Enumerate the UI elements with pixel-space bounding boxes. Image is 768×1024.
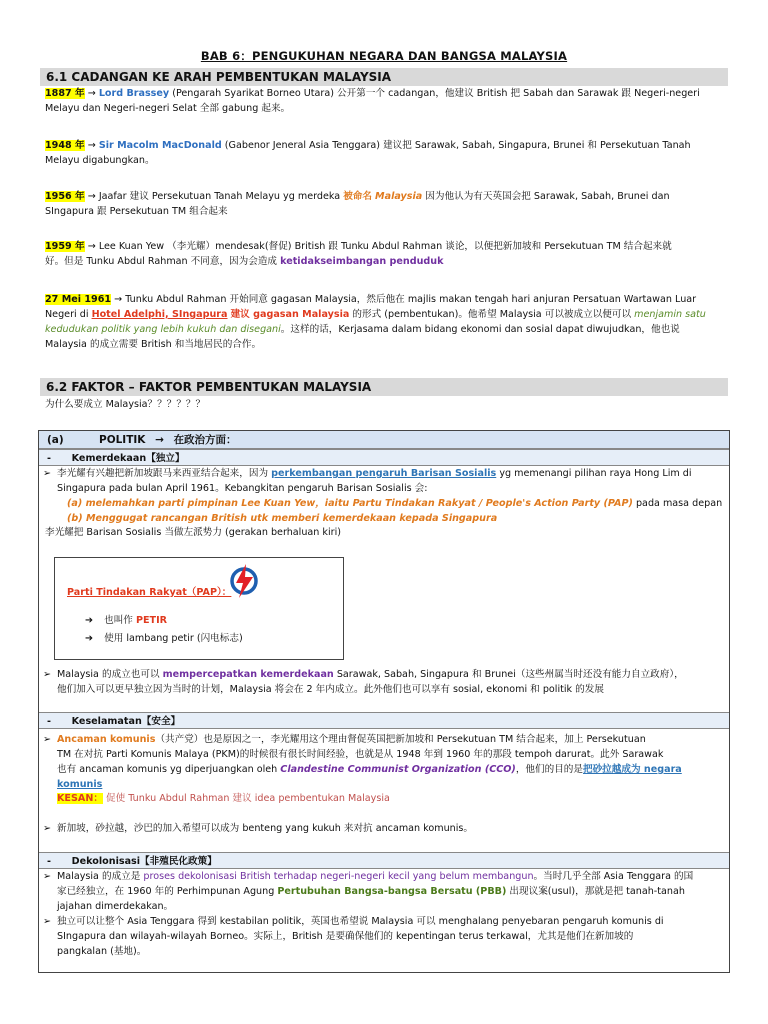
entry-text: SIngapura 跟 Persekutuan TM 组合起来 — [45, 205, 228, 217]
entry-text: Melayu digabungkan。 — [45, 154, 155, 166]
politik-title: POLITIK — [99, 434, 146, 446]
kesan-label: KESAN： — [57, 793, 103, 805]
entry-text: Tunku Abdul Rahman 开始同意 gagasan Malaysia，然后他在 majlis makan tengah hari anjuran Persatuan Wartawan Luar — [125, 294, 697, 305]
arrow-icon: ➔ — [85, 615, 94, 626]
person-lord-brassey: Lord Brassey — [98, 88, 170, 99]
bullet-icon: ➢ — [43, 669, 52, 680]
date-1948: 1948 年 — [45, 140, 85, 151]
entry-text: 的形式 (pembentukan)。他希望 Malaysia 可以被成立以便可以 — [352, 308, 632, 320]
subheading-dekolonisasi — [39, 852, 729, 869]
entry-1961 — [45, 293, 723, 352]
para-text: pada masa depan — [635, 497, 723, 509]
subheading-label: Kemerdekaan【独立】 — [71, 453, 185, 464]
speed-text: mempercepatkan kemerdekaan — [162, 669, 334, 680]
politik-title-cn: 在政治方面： — [173, 434, 237, 446]
arrow-icon: → — [87, 191, 96, 202]
pap-text: 使用 lambang petir (闪电标志) — [104, 633, 243, 644]
proses-text: proses dekolonisasi British terhadap negeri-negeri kecil yang belum membangun — [143, 871, 534, 882]
para-text: 出现议案(usul)，那就是把 tanah-tanah — [509, 885, 685, 897]
dash: - — [47, 856, 51, 867]
entry-text: 好。但是 Tunku Abdul Rahman 不同意，因为会造成 — [45, 255, 278, 267]
goal-text: komunis — [57, 778, 103, 790]
pap-lightning-logo — [229, 564, 259, 598]
para-text: Singapura pada bulan April 1961。Kebangkitan pengaruh Barisan Sosialis 会: — [57, 482, 428, 494]
threat-text: Ancaman komunis — [57, 734, 156, 745]
para-merdeka — [43, 668, 723, 698]
dash: - — [47, 716, 51, 727]
para-komunis — [43, 733, 723, 807]
para-text: 也有 ancaman komunis yg diperjuangkan oleh — [57, 763, 278, 775]
entry-text: Negeri di — [45, 308, 89, 320]
subheading-kemerdekaan — [39, 449, 729, 466]
subheading-keselamatan — [39, 712, 729, 729]
entry-1959 — [45, 240, 723, 270]
para-text: 新加坡，砂拉越，沙巴的加入希望可以成为 benteng yang kukuh 来对抗 ancaman komunis。 — [57, 823, 474, 834]
date-1887: 1887 年 — [45, 88, 85, 99]
kesan-text: 促使 Tunku Abdul Rahman 建议 idea pembentukan Malaysia — [106, 793, 390, 805]
entry-text: Malaysia 的成立需要 British 和当地居民的合作。 — [45, 338, 262, 350]
para-barisan-sosialis — [43, 467, 723, 541]
para-text: Sarawak, Sabah, Singapura 和 Brunei（这些州属当时还没有能力自立政府）， — [336, 669, 684, 680]
para-text: 独立可以让整个 Asia Tenggara 得到 kestabilan politik，英国也希望说 Malaysia 可以 menghalang penyebaran pengaruh komunis di — [57, 916, 664, 927]
bullet-icon: ➢ — [43, 916, 52, 927]
goal-text: 把砂拉越成为 negara — [582, 763, 682, 775]
entry-text: (Pengarah Syarikat Borneo Utara) 公开第一个 cadangan，他建议 British 把 Sabah dan Sarawak 跟 Negeri-negeri — [172, 88, 700, 99]
entry-text: (Gabenor Jeneral Asia Tenggara) 建议把 Sarawak, Sabah, Singapura, Brunei 和 Persekutuan Tanah — [224, 140, 691, 151]
person-macdonald: Sir Macolm MacDonald — [98, 140, 222, 151]
para-text: TM 在对抗 Parti Komunis Malaya (PKM)的时候很有很长时间经验，也就是从 1948 年到 1960 年的那段 tempoh darurat。此外 Sarawak — [57, 748, 664, 760]
barisan-link-text: perkembangan pengaruh Barisan Sosialis — [271, 468, 497, 479]
pap-text: 也叫作 — [104, 615, 133, 626]
para-text: Malaysia 的成立也可以 — [57, 669, 160, 680]
entry-text: Melayu dan Negeri-negeri Selat 全部 gabung 起来。 — [45, 102, 291, 114]
para-dekolonisasi — [43, 870, 723, 915]
arrow-icon: → — [87, 88, 96, 99]
para-benteng — [43, 822, 723, 837]
point-a: (a) melemahkan parti pimpinan Lee Kuan Yew，iaitu Partu Tindakan Rakyat / People's Action Party (PAP) — [67, 497, 633, 509]
suggest-text: 建议 gagasan Malaysia — [230, 308, 350, 320]
subheading-label: Dekolonisasi【非殖民化政策】 — [71, 856, 217, 867]
entry-text: 。这样的话，Kerjasama dalam bidang ekonomi dan sosial dapat diwujudkan，他也说 — [280, 323, 680, 335]
hotel-text: Hotel Adelphi, SIngapura — [91, 308, 228, 320]
chapter-title: BAB 6：PENGUKUHAN NEGARA DAN BANGSA MALAYSIA — [200, 49, 568, 63]
bullet-icon: ➢ — [43, 468, 52, 479]
cco-text: Clandestine Communist Organization (CCO) — [280, 763, 516, 775]
para-text: 李光耀有兴趣把新加坡跟马来西亚结合起来，因为 — [57, 468, 269, 479]
date-1961: 27 Mei 1961 — [45, 294, 112, 305]
para-text: Malaysia 的成立是 — [57, 871, 141, 882]
para-text: SIngapura dan wilayah-wilayah Borneo。实际上，British 是要确保他们的 kepentingan terus terkawal，尤其是他们在新加坡的 — [57, 930, 634, 942]
para-kestabilan — [43, 915, 723, 960]
para-text: 。当时几乎全部 Asia Tenggara 的国 — [533, 871, 694, 882]
para-text: 他们加入可以更早独立因为当时的计划，Malaysia 将会在 2 年内成立。此外他们也可以享有 sosial, ekonomi 和 politik 的发展 — [57, 683, 604, 695]
para-text: pangkalan (基地)。 — [57, 945, 147, 957]
pap-title: Parti Tindakan Rakyat（PAP）： — [67, 587, 232, 598]
pap-item-1 — [85, 614, 167, 629]
bullet-icon: ➢ — [43, 734, 52, 745]
date-1956: 1956 年 — [45, 191, 85, 202]
malaysia-text: Malaysia — [375, 191, 423, 202]
para-text: 李光耀把 Barisan Sosialis 当做左派势力 (gerakan berhaluan kiri) — [45, 527, 342, 539]
bullet-icon: ➢ — [43, 823, 52, 834]
pap-item-2 — [85, 632, 243, 647]
date-1959: 1959 年 — [45, 241, 85, 252]
arrow-icon: ➔ — [85, 633, 94, 644]
para-text: yg memenangi pilihan raya Hong Lim di — [499, 468, 692, 479]
subheading-label: Keselamatan【安全】 — [71, 716, 181, 727]
pap-box — [54, 557, 344, 660]
bullet-icon: ➢ — [43, 871, 52, 882]
entry-1948 — [45, 139, 723, 169]
para-text: jajahan dimerdekakan。 — [57, 900, 174, 912]
point-b: (b) Menggugat rancangan British utk memberi kemerdekaan kepada Singapura — [67, 512, 498, 524]
politik-header — [39, 431, 729, 449]
green-text: menjamin satu — [634, 308, 706, 320]
green-text: kedudukan politik yang lebih kukuh dan disegani — [45, 323, 281, 335]
arrow-icon: → — [155, 434, 164, 446]
petir-text: PETIR — [135, 615, 168, 626]
imbalance-text: ketidakseimbangan penduduk — [280, 255, 444, 267]
para-text: ，他们的目的是 — [515, 763, 583, 775]
entry-text: 因为他认为有天英国会把 Sarawak, Sabah, Brunei dan — [425, 191, 670, 202]
section-6-2-heading: 6.2 FAKTOR – FAKTOR PEMBENTUKAN MALAYSIA — [40, 378, 728, 396]
arrow-icon: → — [114, 294, 123, 305]
entry-text: Lee Kuan Yew （李光耀）mendesak(督促) British 跟 Tunku Abdul Rahman 谈论，以便把新加坡和 Persekutuan TM 结合起来就 — [98, 241, 672, 252]
arrow-icon: → — [87, 241, 96, 252]
section-6-2-question: 为什么要成立 Malaysia？？？？？？ — [45, 399, 206, 410]
politik-label: (a) — [47, 434, 64, 446]
para-text: 家已经独立，在 1960 年的 Perhimpunan Agung — [57, 885, 275, 897]
named-text: 被命名 — [343, 191, 372, 202]
section-6-1-heading: 6.1 CADANGAN KE ARAH PEMBENTUKAN MALAYSIA — [40, 68, 728, 86]
para-text: （共产党）也是原因之一，李光耀用这个理由督促英国把新加坡和 Persekutuan TM 结合起来，加上 Persekutuan — [155, 734, 646, 745]
dash: - — [47, 453, 51, 464]
arrow-icon: → — [87, 140, 96, 151]
pbb-text: Pertubuhan Bangsa-bangsa Bersatu (PBB) — [277, 885, 507, 897]
entry-1887 — [45, 87, 723, 117]
entry-text: Jaafar 建议 Persekutuan Tanah Melayu yg merdeka — [98, 191, 341, 202]
entry-1956 — [45, 190, 723, 220]
